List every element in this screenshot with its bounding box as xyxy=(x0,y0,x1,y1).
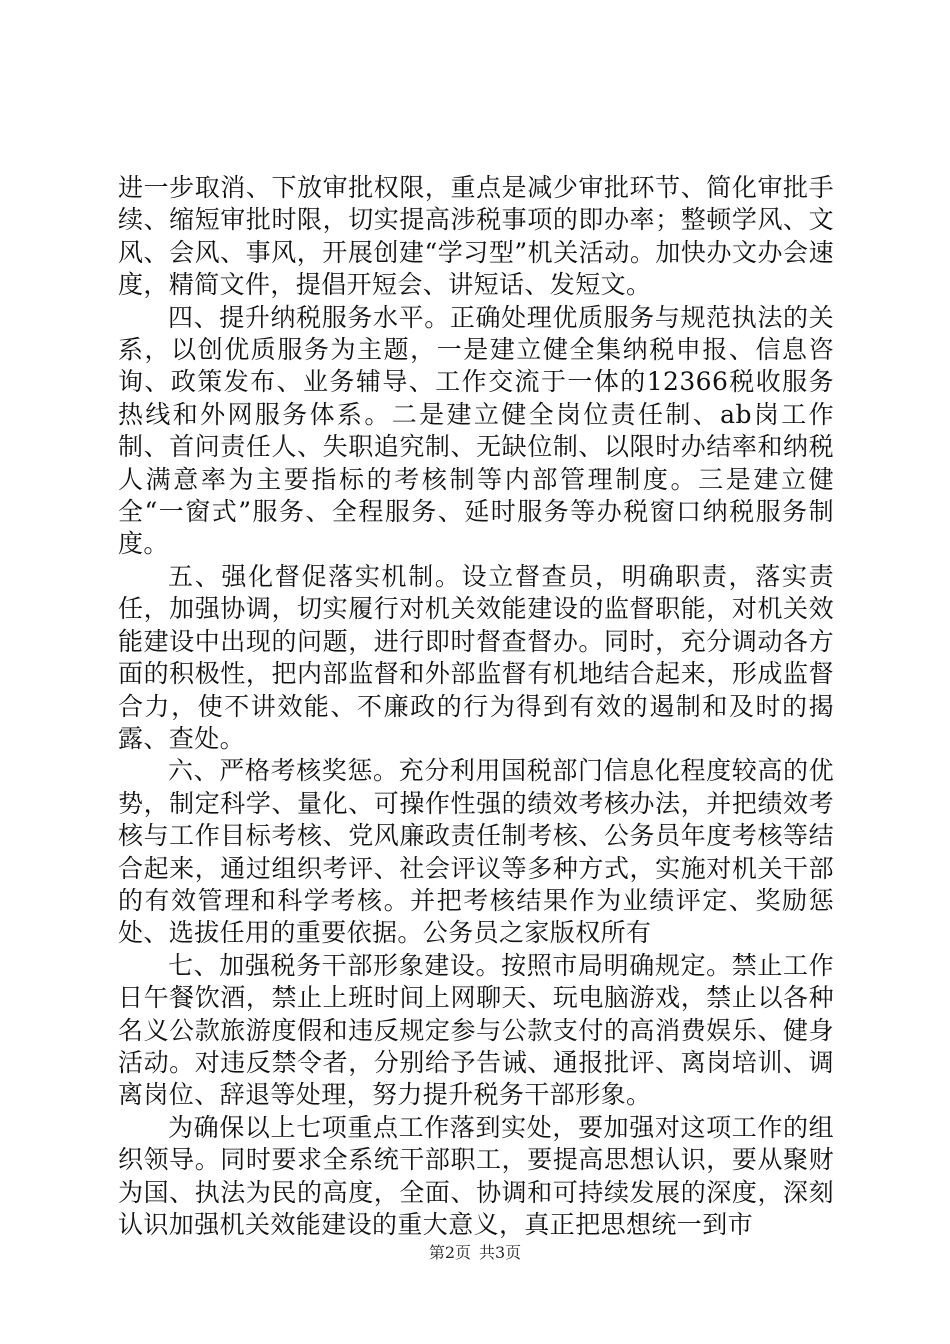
paragraph-6: 为确保以上七项重点工作落到实处，要加强对这项工作的组织领导。同时要求全系统干部职工，要提高思想认识，要从聚财为国、执法为民的高度，全面、协调和可持续发展的深度，深刻认识加强机关效能建设的重大意义，真正把思想统一到市 xyxy=(118,1112,834,1239)
paragraph-1: 进一步取消、下放审批权限，重点是减少审批环节、简化审批手续、缩短审批时限，切实提高涉税事项的即办率；整顿学风、文风、会风、事风，开展创建“学习型”机关活动。加快办文办会速度，精简文件，提倡开短会、讲短话、发短文。 xyxy=(118,173,834,300)
document-body xyxy=(118,172,834,1241)
page-total: 共3页 xyxy=(479,1243,522,1262)
paragraph-3: 五、强化督促落实机制。设立督查员，明确职责，落实责任，加强协调，切实履行对机关效能建设的监督职能，对机关效能建设中出现的问题，进行即时督查督办。同时，充分调动各方面的积极性，把内部监督和外部监督有机地结合起来，形成监督合力，使不讲效能、不廉政的行为得到有效的遏制和及时的揭露、查处。 xyxy=(118,561,834,753)
paragraph-5: 七、加强税务干部形象建设。按照市局明确规定。禁止工作日午餐饮酒，禁止上班时间上网聊天、玩电脑游戏，禁止以各种名义公款旅游度假和违反规定参与公款支付的高消费娱乐、健身活动。对违反禁令者，分别给予告诫、通报批评、离岗培训、调离岗位、辞退等处理，努力提升税务干部形象。 xyxy=(118,950,834,1110)
page-footer xyxy=(0,1243,950,1263)
page-number: 第2页 xyxy=(428,1243,471,1262)
paragraph-4: 六、严格考核奖惩。充分利用国税部门信息化程度较高的优势，制定科学、量化、可操作性强的绩效考核办法，并把绩效考核与工作目标考核、党风廉政责任制考核、公务员年度考核等结合起来，通过组织考评、社会评议等多种方式，实施对机关干部的有效管理和科学考核。并把考核结果作为业绩评定、奖励惩处、选拔任用的重要依据。公务员之家版权所有 xyxy=(118,756,834,948)
paragraph-2: 四、提升纳税服务水平。正确处理优质服务与规范执法的关系，以创优质服务为主题，一是建立健全集纳税申报、信息咨询、政策发布、业务辅导、工作交流于一体的12366税收服务热线和外网服务体系。二是建立健全岗位责任制、ab岗工作制、首问责任人、失职追究制、无缺位制、以限时办结率和纳税人满意率为主要指标的考核制等内部管理制度。三是建立健全“一窗式”服务、全程服务、延时服务等办税窗口纳税服务制度。 xyxy=(118,302,834,559)
